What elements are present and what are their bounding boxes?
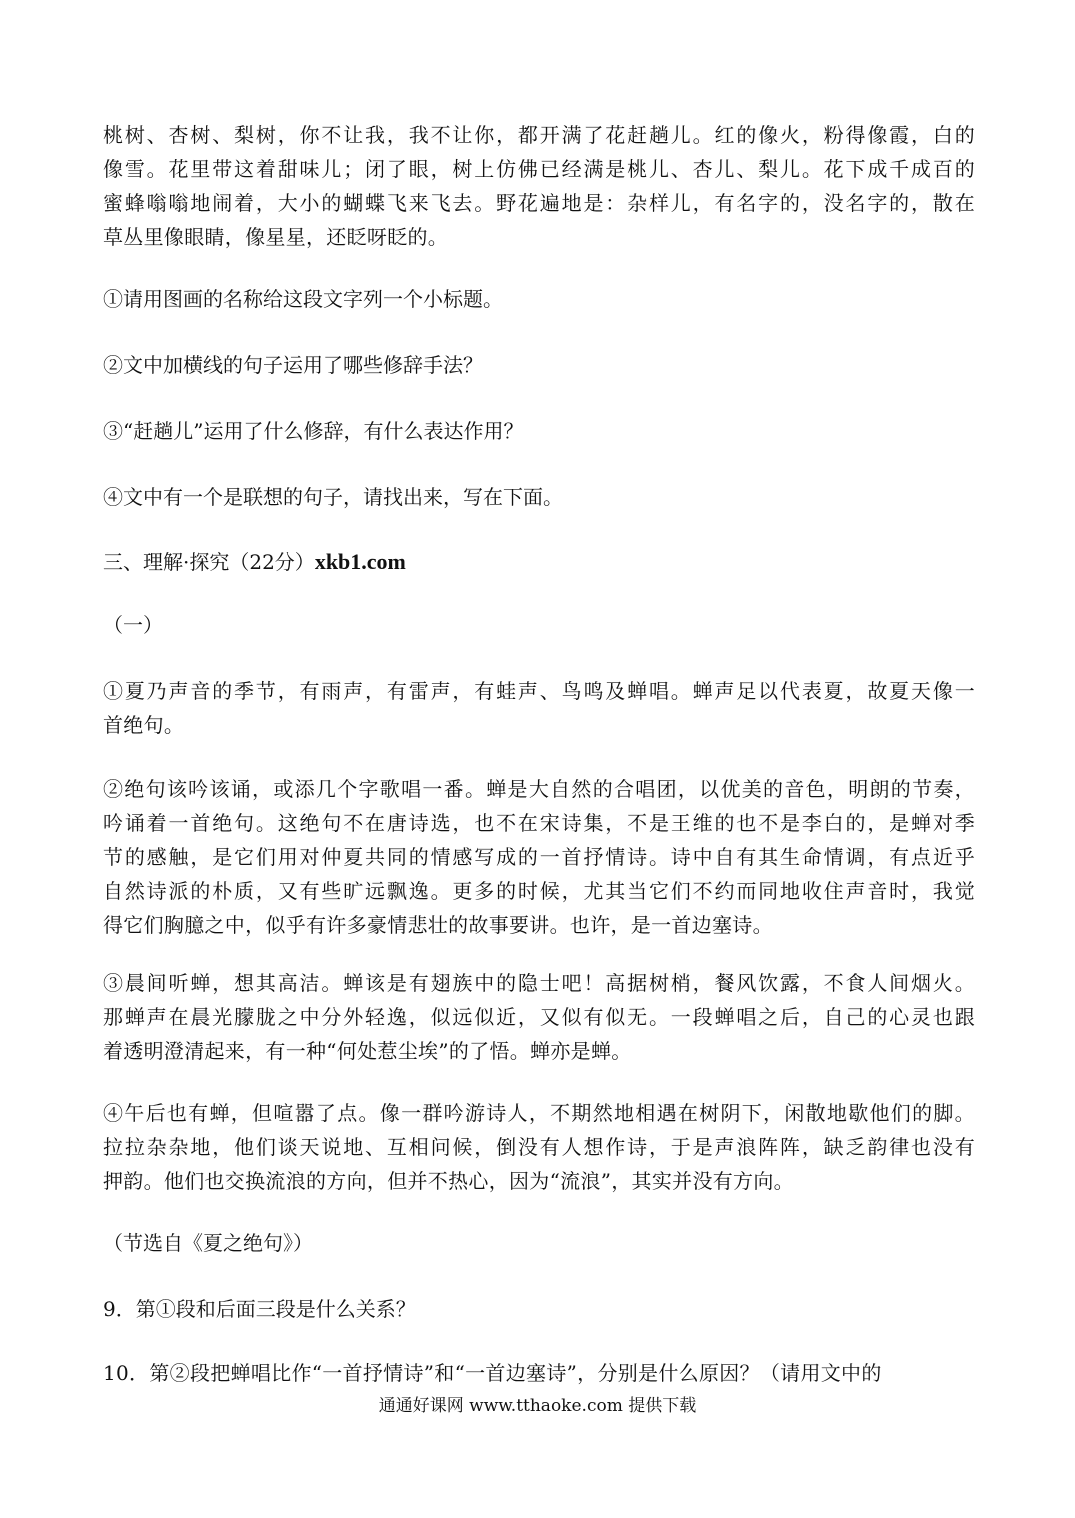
question-4: ④文中有一个是联想的句子，请找出来，写在下面。 (103, 485, 563, 509)
passage-line: 像雪。花里带这着甜味儿；闭了眼，树上仿佛已经满是桃儿、杏儿、梨儿。花下成千成百的 (103, 157, 975, 181)
essay-source: （节选自《夏之绝句》） (103, 1231, 313, 1255)
essay-paragraph-2 (103, 772, 975, 942)
part-label: （一） (103, 613, 163, 637)
essay-paragraph-4 (103, 1096, 975, 1198)
essay-line: ①夏乃声音的季节，有雨声，有雷声，有蛙声、鸟鸣及蝉唱。蝉声足以代表夏，故夏天像一 (103, 679, 975, 703)
section-heading-text: 三、理解·探究（22分） (103, 550, 315, 574)
question-10-line: 10．第②段把蝉唱比作“一首抒情诗”和“一首边塞诗”，分别是什么原因？（请用文中的 (103, 1361, 882, 1385)
essay-line: ④午后也有蝉，但喧嚣了点。像一群吟游诗人，不期然地相遇在树阴下，闲散地歇他们的脚。 (103, 1101, 975, 1125)
essay-paragraph-1 (103, 674, 975, 742)
essay-line: 拉拉杂杂地，他们谈天说地、互相问候，倒没有人想作诗，于是声浪阵阵，缺乏韵律也没有 (103, 1135, 975, 1159)
essay-line: 着透明澄清起来，有一种“何处惹尘埃”的了悟。蝉亦是蝉。 (103, 1039, 632, 1063)
essay-paragraph-3 (103, 966, 975, 1068)
essay-line: 节的感触，是它们用对仲夏共同的情感写成的一首抒情诗。诗中自有其生命情调，有点近乎 (103, 845, 975, 869)
passage-spring (103, 118, 975, 254)
question-9: 9．第①段和后面三段是什么关系？ (103, 1297, 416, 1321)
site-watermark-text: xkb1.com (314, 549, 406, 574)
essay-line: ②绝句该吟该诵，或添几个字歌唱一番。蝉是大自然的合唱团，以优美的音色，明朗的节奏， (103, 777, 975, 801)
passage-line: 草丛里像眼睛，像星星，还眨呀眨的。 (103, 225, 449, 249)
essay-line: 自然诗派的朴质，又有些旷远飘逸。更多的时候，尤其当它们不约而同地收住声音时，我觉 (103, 879, 975, 903)
essay-line: 那蝉声在晨光朦胧之中分外轻逸，似远似近，又似有似无。一段蝉唱之后，自己的心灵也跟 (103, 1005, 975, 1029)
passage-line: 桃树、杏树、梨树，你不让我，我不让你，都开满了花赶趟儿。红的像火，粉得像霞，白的 (103, 123, 975, 147)
essay-line: 吟诵着一首绝句。这绝句不在唐诗选，也不在宋诗集，不是王维的也不是李白的，是蝉对季 (103, 811, 975, 835)
question-1: ①请用图画的名称给这段文字列一个小标题。 (103, 287, 503, 311)
essay-line: 首绝句。 (103, 713, 185, 737)
passage-line: 蜜蜂嗡嗡地闹着，大小的蝴蝶飞来飞去。野花遍地是：杂样儿，有名字的，没名字的，散在 (103, 191, 975, 215)
essay-line: 押韵。他们也交换流浪的方向，但并不热心，因为“流浪”，其实并没有方向。 (103, 1169, 794, 1193)
section-heading (103, 545, 406, 579)
essay-line: ③晨间听蝉，想其高洁。蝉该是有翅族中的隐士吧！高据树梢，餐风饮露，不食人间烟火。 (103, 971, 975, 995)
question-10 (103, 1356, 975, 1390)
page-footer: 通通好课网 www.tthaoke.com 提供下载 (378, 1396, 697, 1416)
essay-line: 得它们胸臆之中，似乎有许多豪情悲壮的故事要讲。也许，是一首边塞诗。 (103, 913, 773, 937)
question-2: ②文中加横线的句子运用了哪些修辞手法？ (103, 353, 483, 377)
question-3: ③“赶趟儿”运用了什么修辞，有什么表达作用？ (103, 419, 524, 443)
